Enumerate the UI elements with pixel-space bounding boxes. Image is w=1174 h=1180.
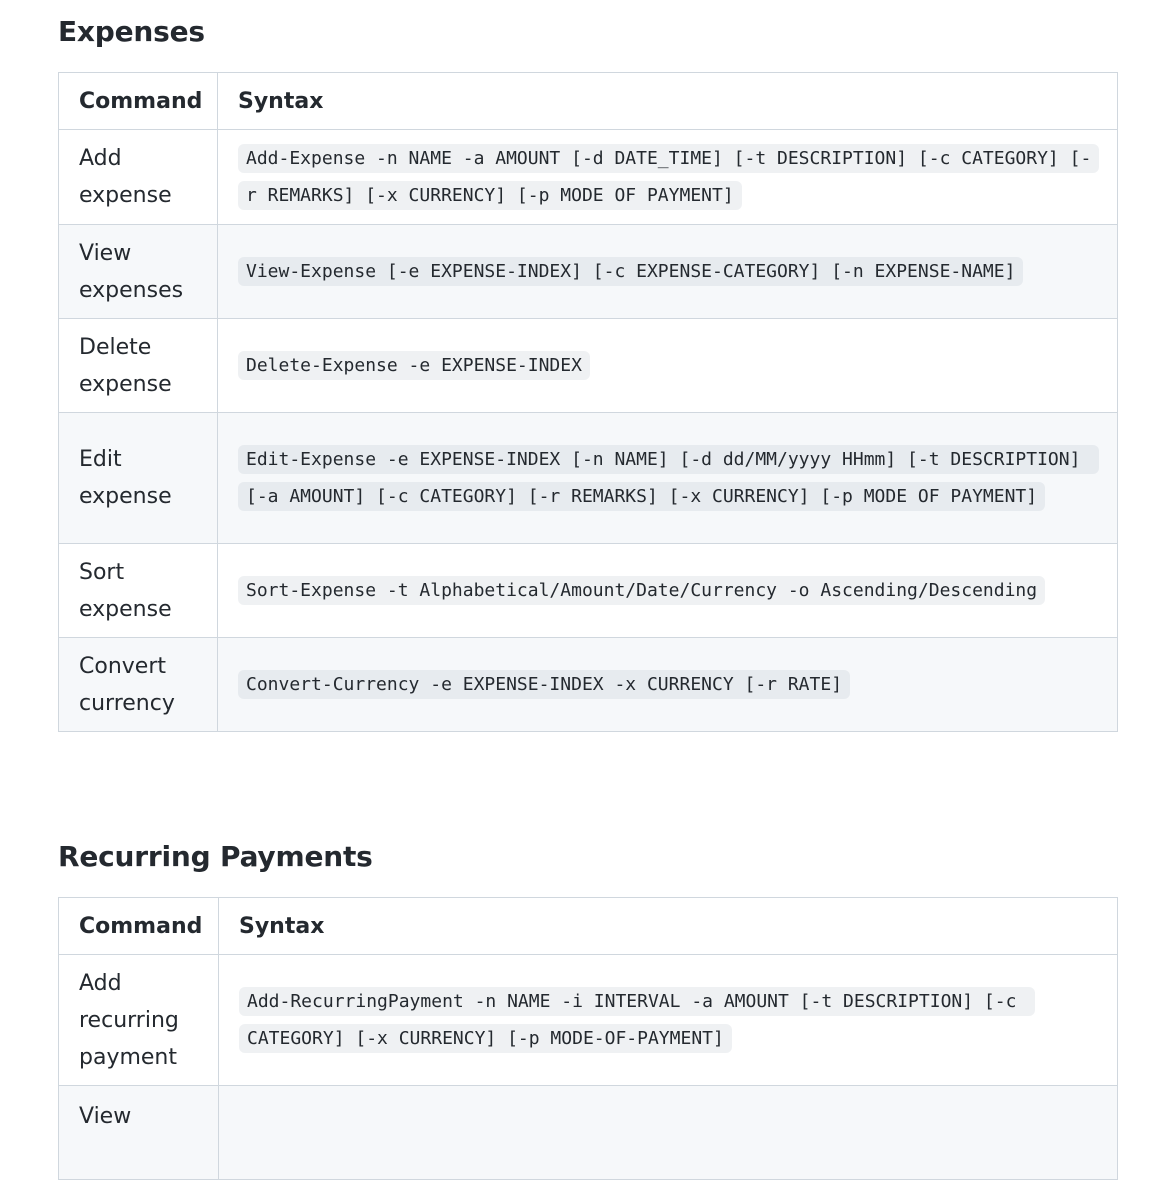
table-row	[59, 130, 1118, 225]
command-cell: Delete expense	[59, 319, 218, 413]
recurring-payments-section	[58, 837, 1118, 1180]
expenses-section	[58, 12, 1118, 732]
table-row	[59, 638, 1118, 732]
syntax-code: Add-Expense -n NAME -a AMOUNT [-d DATE_TIME] [-t DESCRIPTION] [-c CATEGORY] [-r REMARKS] [-x CURRENCY] [-p MODE OF PAYMENT]	[238, 144, 1099, 210]
command-column-header: Command	[59, 73, 218, 130]
recurring-payments-heading: Recurring Payments	[58, 840, 373, 873]
command-cell: Sort expense	[59, 544, 218, 638]
syntax-cell	[218, 319, 1118, 413]
syntax-column-header: Syntax	[218, 73, 1118, 130]
syntax-column-header: Syntax	[219, 898, 1118, 955]
command-column-header: Command	[59, 898, 219, 955]
expenses-heading: Expenses	[58, 15, 205, 48]
command-cell: View	[59, 1086, 219, 1180]
syntax-code: Delete-Expense -e EXPENSE-INDEX	[238, 351, 590, 380]
expenses-table	[58, 72, 1118, 732]
table-row	[59, 225, 1118, 319]
table-header-row	[59, 898, 1118, 955]
syntax-code: Add-RecurringPayment -n NAME -i INTERVAL -a AMOUNT [-t DESCRIPTION] [-c CATEGORY] [-x CURRENCY] [-p MODE-OF-PAYMENT]	[239, 987, 1035, 1053]
table-row	[59, 955, 1118, 1086]
syntax-cell	[218, 130, 1118, 225]
command-cell: Edit expense	[59, 413, 218, 544]
syntax-cell	[219, 1086, 1118, 1180]
command-cell: View expenses	[59, 225, 218, 319]
syntax-code: Convert-Currency -e EXPENSE-INDEX -x CURRENCY [-r RATE]	[238, 670, 850, 699]
table-row	[59, 544, 1118, 638]
syntax-cell	[218, 225, 1118, 319]
table-row	[59, 413, 1118, 544]
table-row	[59, 1086, 1118, 1180]
syntax-code: Edit-Expense -e EXPENSE-INDEX [-n NAME] [-d dd/MM/yyyy HHmm] [-t DESCRIPTION] [-a AMOUNT] [-c CATEGORY] [-r REMARKS] [-x CURRENCY] [-p MODE OF PAYMENT]	[238, 445, 1099, 511]
syntax-code: View-Expense [-e EXPENSE-INDEX] [-c EXPENSE-CATEGORY] [-n EXPENSE-NAME]	[238, 257, 1023, 286]
syntax-code: Sort-Expense -t Alphabetical/Amount/Date/Currency -o Ascending/Descending	[238, 576, 1045, 605]
recurring-payments-table	[58, 897, 1118, 1180]
syntax-cell	[218, 638, 1118, 732]
command-cell: Add expense	[59, 130, 218, 225]
syntax-cell	[218, 544, 1118, 638]
command-cell: Add recurring payment	[59, 955, 219, 1086]
syntax-cell	[219, 955, 1118, 1086]
syntax-cell	[218, 413, 1118, 544]
command-cell: Convert currency	[59, 638, 218, 732]
table-header-row	[59, 73, 1118, 130]
table-row	[59, 319, 1118, 413]
